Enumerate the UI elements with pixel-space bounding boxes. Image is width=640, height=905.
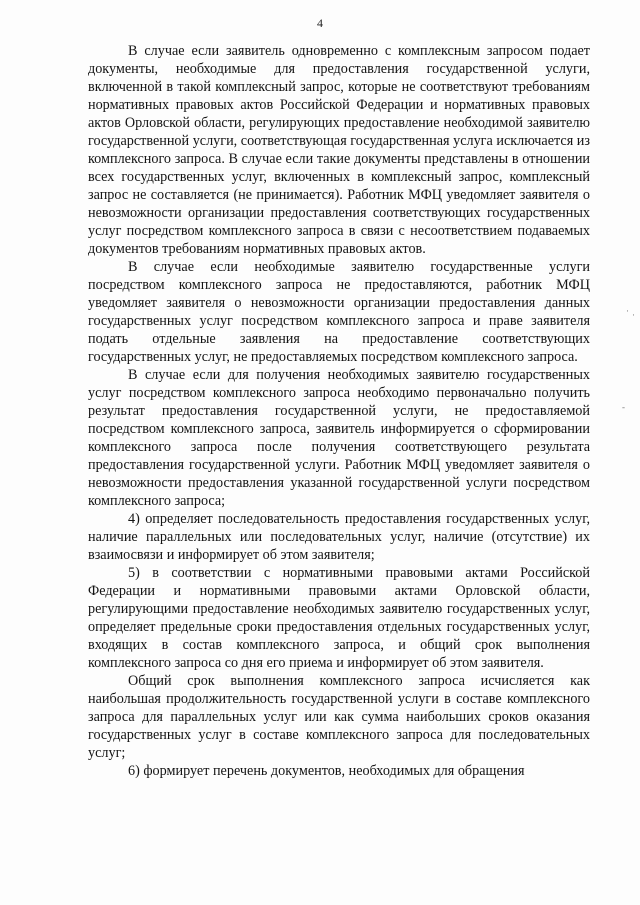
paragraph-prerequisite-result: В случае если для получения необходимых заявителю государственных услуг посредством комплексного запроса необходимо первоначально получить результат предоставления государственной услуги, не предоставляемой посредством комплексного запроса, заявитель информируется о сформировании комплексного запроса после получения соответствующего результата предоставления государственной услуги. Работник МФЦ уведомляет заявителя о невозможности предоставления указанной государственной услуги посредством комплексного запроса;	[88, 367, 590, 509]
paragraph-item-5-deadlines: 5) в соответствии с нормативными правовыми актами Российской Федерации и нормативными правовыми актами Орловской области, регулирующими предоставление необходимых заявителю государственных услуг, определяет предельные сроки предоставления отдельных государственных услуг, входящих в состав комплексного запроса, и общий срок выполнения комплексного запроса со дня его приема и информирует об этом заявителя.	[88, 565, 590, 671]
paragraph-item-6-documents: 6) формирует перечень документов, необходимых для обращения	[128, 763, 525, 779]
page-number: 4	[317, 16, 323, 30]
paragraph-complex-request-noncompliant-docs: В случае если заявитель одновременно с комплексным запросом подает документы, необходимые для предоставления государственной услуги, включенной в такой комплексный запрос, которые не соответствуют требованиям нормативных правовых актов Российской Федерации и нормативных правовых актов Орловской области, регулирующих предоставление необходимой заявителю государственной услуги, соответствующая государственная услуга исключается из комплексного запроса. В случае если такие документы представлены в отношении всех государственных услуг, включенных в комплексный запрос, комплексный запрос не составляется (не принимается). Работник МФЦ уведомляет заявителя о невозможности организации предоставления соответствующих государственных услуг посредством комплексного запроса в связи с несоответствием подаваемых документов требованиям нормативных правовых актов.	[88, 43, 590, 257]
margin-mark: -	[622, 402, 625, 412]
paragraph-services-not-provided: В случае если необходимые заявителю государственные услуги посредством комплексного запроса не предоставляются, работник МФЦ уведомляет заявителя о невозможности организации предоставления данных государственных услуг посредством комплексного запроса и праве заявителя подать отдельные заявления на предоставление соответствующих государственных услуг, не предоставляемых посредством комплексного запроса.	[88, 259, 590, 365]
document-body	[88, 42, 590, 780]
paragraph-total-term: Общий срок выполнения комплексного запроса исчисляется как наибольшая продолжительность государственной услуги в составе комплексного запроса для параллельных услуг или как сумма наибольших сроков оказания государственных услуг в составе комплексного запроса для последовательных услуг;	[88, 673, 590, 761]
paragraph-item-4-sequence: 4) определяет последовательность предоставления государственных услуг, наличие параллельных или последовательных услуг, наличие (отсутствие) их взаимосвязи и информирует об этом заявителя;	[88, 511, 590, 563]
margin-mark: ·	[626, 306, 629, 316]
margin-mark: ·	[632, 310, 635, 320]
